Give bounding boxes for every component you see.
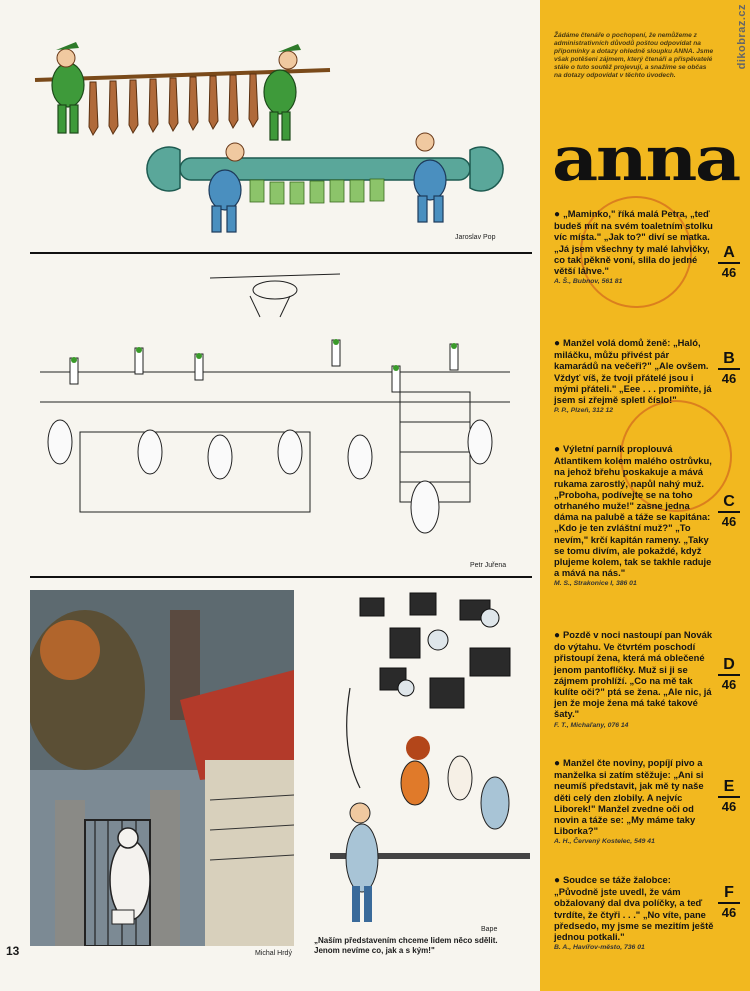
joke-letter: A: [718, 244, 740, 264]
bullet-icon: ●: [554, 758, 561, 769]
joke-letter: C: [718, 493, 740, 513]
middle-cartoon-credit: Petr Juřena: [470, 562, 507, 569]
joke-score: 46: [721, 514, 737, 529]
watermark: dikobraz.cz: [736, 4, 748, 70]
divider-line-1: [30, 252, 532, 254]
joke-b-score: [718, 350, 740, 387]
page-number: 13: [6, 944, 20, 958]
bullet-icon: ●: [554, 444, 561, 455]
joke-a-score: [718, 244, 740, 281]
joke-text: Manžel čte noviny, popíjí pivo a manželka si zatím stěžuje: „Ani si neumíš představit, jak mě ty naše děti celý den zlobily. A nejvíc Liborek!" Manžel zvedne oči od novin a táže se: „My máme taky Liborka?": [554, 757, 704, 837]
joke-c-score: [718, 493, 740, 530]
joke-a: [554, 208, 714, 287]
top-cartoon-credit: Jaroslav Pop: [455, 234, 496, 241]
joke-score: 46: [721, 799, 737, 814]
joke-score: 46: [721, 905, 737, 920]
cartoon-stage-lights-actors: [320, 588, 532, 928]
bullet-icon: ●: [554, 338, 561, 349]
joke-text: Soudce se táže žalobce: „Původně jste uvedl, že vám obžalovaný dal dva políčky, a teď tvrdíte, že čtyři . . ." „No víte, pane předsedo, my jsme se mezitím ještě jednou potkali.": [554, 874, 714, 943]
joke-score: 46: [721, 265, 737, 280]
joke-text: Výletní parník proplouvá Atlantikem kolem malého ostrůvku, na jehož břehu poskakuje a mává rukama zarostlý, napůl nahý muž. „Proboha, podívejte se na toho otrhaného muže!" zasne jedna dáma na palubě a táže se kapitána: „Kdo je ten zvláštní muž?" „To nevím," krčí kapitán rameny. „Taky se tomu divím, ale pokaždé, když plujeme kolem, tak se takhle raduje a mává na nás.": [554, 443, 712, 579]
joke-source: F. T., Michaľany, 076 14: [554, 721, 629, 729]
sidebar-intro: Žádáme čtenáře o pochopení, že nemůžeme z administrativních důvodů poštou odpovídat na připomínky a dotazy ohledně sloupku ANNA. Jsme však potěšeni zájmem, který čtenáři a přispěvatelé stále o tuto soutěž projevují, a snažíme se občas na dotazy odpovídat v těchto úvodech.: [554, 32, 714, 79]
joke-source: B. A., Havířov-město, 736 01: [554, 944, 645, 952]
bottom-right-cartoon-credit: Bape: [481, 926, 498, 933]
joke-e: [554, 757, 714, 848]
cartoon-hunters-and-wrench: [30, 30, 530, 245]
joke-f-score: [718, 884, 740, 921]
anna-masthead: anna: [552, 122, 739, 195]
cartoon-man-at-gate: [30, 590, 294, 946]
joke-score: 46: [721, 371, 737, 386]
joke-letter: D: [718, 656, 740, 676]
joke-text: „Maminko," říká malá Petra, „teď budeš mít na svém toaletním stolku víc místa." „Jak to?" diví se matka. „Já jsem všechny ty malé lahvičky, co tak pěkně voní, slila do jedné větší láhve.": [554, 208, 713, 277]
cartoon-caption: „Naším představením chceme lidem něco sdělit. Jenom nevíme co, jak a s kým!": [314, 936, 498, 955]
joke-letter: B: [718, 350, 740, 370]
joke-b: [554, 337, 714, 416]
bottom-left-cartoon-credit: Michal Hrdý: [255, 950, 292, 957]
bullet-icon: ●: [554, 875, 561, 886]
joke-source: P. P., Plzeň, 312 12: [554, 407, 614, 415]
joke-source: A. Š., Bubnov, 561 81: [554, 278, 623, 286]
bullet-icon: ●: [554, 209, 561, 220]
joke-letter: F: [718, 884, 740, 904]
joke-text: Pozdě v noci nastoupí pan Novák do výtahu. Ve čtvrtém poschodí přistoupí žena, která má oblečené jenom pantoflíčky. Muž si ji se zájmem prohlíží. „Co na mě tak kulíte oči?" ptá se žena. „Ale nic, já jen že moje žena má také takové šaty.": [554, 629, 713, 720]
divider-line-2: [30, 576, 532, 578]
joke-d: [554, 629, 714, 731]
joke-score: 46: [721, 677, 737, 692]
joke-text: Manžel volá domů ženě: „Haló, miláčku, můžu přivést pár kamarádů na večeři?" „Ale ovšem. Vždyť víš, že tvoji přátelé jsou i mými přáteli." „Eee . . . promiňte, já jsem si zřejmě spletl číslo!": [554, 337, 712, 406]
joke-source: M. S., Strakonice I, 386 01: [554, 580, 637, 588]
joke-letter: E: [718, 778, 740, 798]
joke-f: [554, 874, 714, 953]
cartoon-supermarket-traffic-lights: [30, 262, 532, 562]
bullet-icon: ●: [554, 630, 561, 641]
joke-e-score: [718, 778, 740, 815]
joke-c: [554, 443, 714, 590]
anna-sidebar: [540, 0, 750, 991]
joke-source: A. H., Červený Kostelec, 549 41: [554, 838, 655, 846]
joke-d-score: [718, 656, 740, 693]
